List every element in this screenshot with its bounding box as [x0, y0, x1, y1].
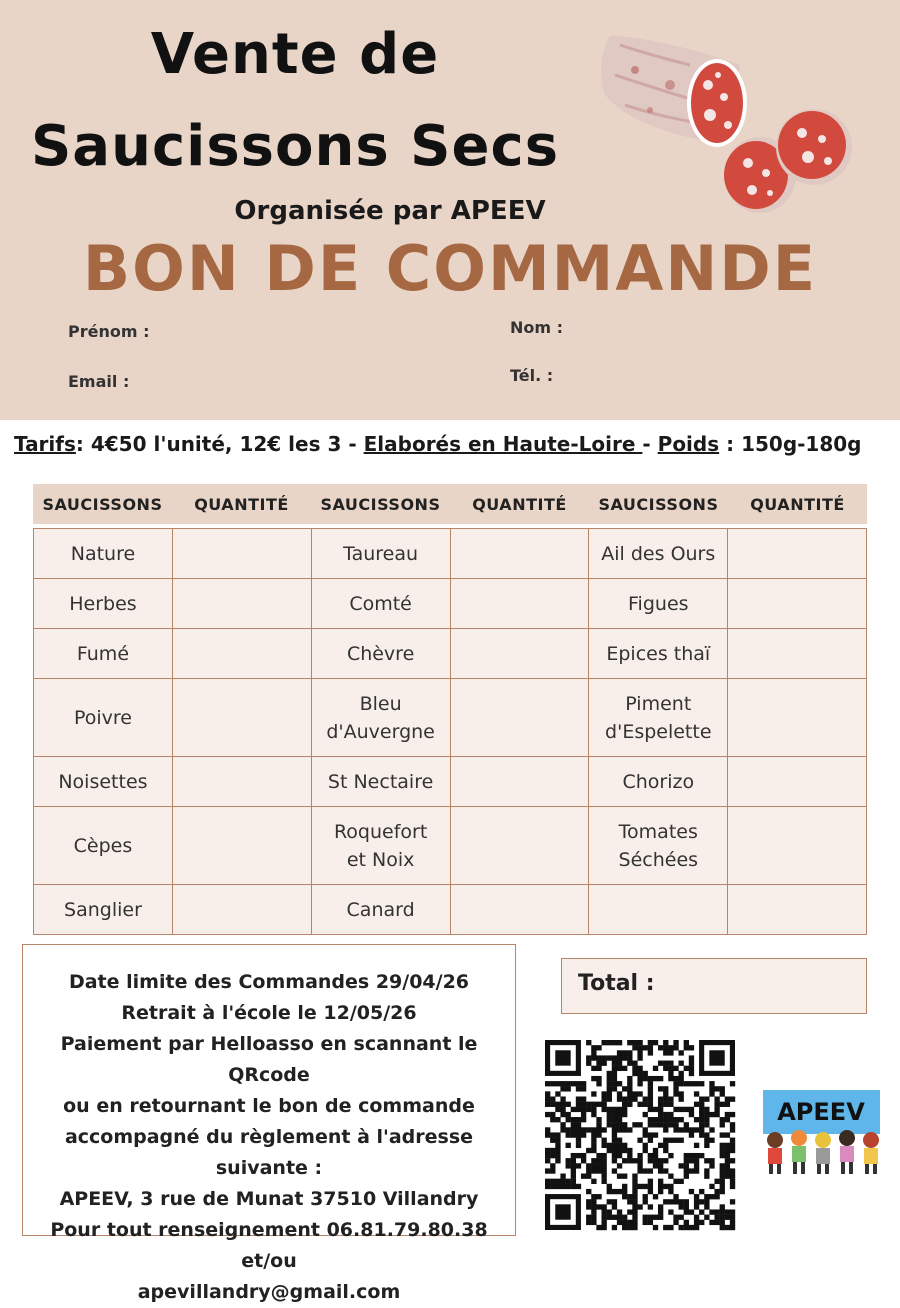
weight-text: : 150g-180g	[719, 432, 862, 456]
saucisson-name-cell	[589, 885, 728, 935]
quantity-cell[interactable]	[172, 579, 311, 629]
info-line: APEEV, 3 rue de Munat 37510 Villandry	[59, 1188, 479, 1210]
quantity-cell[interactable]	[172, 529, 311, 579]
quantity-cell[interactable]	[450, 629, 589, 679]
saucisson-name-cell: Chèvre	[311, 629, 450, 679]
saucisson-name-cell: Poivre	[34, 679, 173, 757]
table-row	[34, 807, 867, 885]
logo-text: APEEV	[777, 1098, 865, 1126]
saucisson-name-cell: Sanglier	[34, 885, 173, 935]
tarifs-price: : 4€50 l'unité, 12€ les 3 -	[75, 432, 364, 456]
saucisson-name-cell: Ail des Ours	[589, 529, 728, 579]
saucisson-name-cell: Figues	[589, 579, 728, 629]
quantity-cell[interactable]	[728, 629, 867, 679]
saucisson-name-cell: Roquefort et Noix	[311, 807, 450, 885]
saucisson-name-cell: Noisettes	[34, 757, 173, 807]
quantity-cell[interactable]	[728, 885, 867, 935]
quantity-cell[interactable]	[450, 679, 589, 757]
quantity-cell[interactable]	[728, 529, 867, 579]
organized-by: Organisée par APEEV	[234, 196, 546, 226]
header-quantite-1: QUANTITÉ	[194, 494, 289, 514]
title-line-1: Vente de	[150, 22, 440, 87]
quantity-cell[interactable]	[450, 529, 589, 579]
info-line: Retrait à l'école le 12/05/26	[121, 1002, 417, 1024]
quantity-cell[interactable]	[450, 757, 589, 807]
table-row	[34, 629, 867, 679]
header-saucissons-3: SAUCISSONS	[598, 494, 719, 514]
info-line: Paiement par Helloasso en scannant le QRcode	[60, 1033, 478, 1086]
saucisson-name-cell: Piment d'Espelette	[589, 679, 728, 757]
quantity-cell[interactable]	[450, 885, 589, 935]
nom-field[interactable]: Nom :	[510, 318, 564, 337]
quantity-cell[interactable]	[728, 757, 867, 807]
info-line: Date limite des Commandes 29/04/26	[68, 971, 470, 993]
quantity-cell[interactable]	[728, 807, 867, 885]
quantity-cell[interactable]	[728, 579, 867, 629]
table-row	[34, 885, 867, 935]
qr-code-icon[interactable]	[545, 1040, 735, 1230]
form-title: BON DE COMMANDE	[82, 232, 818, 305]
info-line: ou en retournant le bon de commande	[63, 1095, 475, 1117]
saucisson-name-cell: Taureau	[311, 529, 450, 579]
saucisson-name-cell: Bleu d'Auvergne	[311, 679, 450, 757]
info-line: apevillandry@gmail.com	[137, 1281, 401, 1303]
table-row	[34, 529, 867, 579]
saucisson-name-cell: Canard	[311, 885, 450, 935]
weight-label: Poids	[657, 432, 720, 456]
tarifs-sep: -	[642, 432, 658, 456]
table-header	[33, 484, 867, 524]
quantity-cell[interactable]	[172, 757, 311, 807]
tarifs-label: Tarifs	[14, 432, 76, 456]
quantity-cell[interactable]	[172, 629, 311, 679]
quantity-cell[interactable]	[172, 885, 311, 935]
tarifs-line	[14, 432, 894, 456]
saucisson-name-cell: Fumé	[34, 629, 173, 679]
quantity-cell[interactable]	[450, 807, 589, 885]
header-saucissons-1: SAUCISSONS	[42, 494, 163, 514]
prenom-field[interactable]: Prénom :	[68, 322, 150, 341]
info-line: accompagné du règlement à l'adresse suivante :	[64, 1126, 474, 1179]
quantity-cell[interactable]	[450, 579, 589, 629]
tel-field[interactable]: Tél. :	[510, 366, 554, 385]
info-line: Pour tout renseignement 06.81.79.80.38 et/ou	[50, 1219, 488, 1272]
quantity-cell[interactable]	[172, 679, 311, 757]
info-box	[22, 944, 516, 1303]
saucisson-name-cell: Epices thaï	[589, 629, 728, 679]
saucisson-name-cell: Herbes	[34, 579, 173, 629]
order-table	[33, 528, 867, 935]
header-saucissons-2: SAUCISSONS	[320, 494, 441, 514]
saucisson-name-cell: Comté	[311, 579, 450, 629]
title-line-2: Saucissons Secs	[30, 114, 560, 179]
sausage-illustration	[590, 25, 860, 225]
saucisson-name-cell: Tomates Séchées	[589, 807, 728, 885]
saucisson-name-cell: St Nectaire	[311, 757, 450, 807]
tarifs-origin: Elaborés en Haute-Loire	[363, 432, 643, 456]
table-row	[34, 579, 867, 629]
saucisson-name-cell: Nature	[34, 529, 173, 579]
quantity-cell[interactable]	[172, 807, 311, 885]
header-quantite-2: QUANTITÉ	[472, 494, 567, 514]
total-label: Total :	[578, 971, 655, 996]
header-banner	[0, 0, 900, 420]
quantity-cell[interactable]	[728, 679, 867, 757]
saucisson-name-cell: Cèpes	[34, 807, 173, 885]
total-field[interactable]	[561, 958, 867, 1014]
saucisson-name-cell: Chorizo	[589, 757, 728, 807]
table-row	[34, 679, 867, 757]
table-row	[34, 757, 867, 807]
email-field[interactable]: Email :	[68, 372, 130, 391]
apeev-logo	[763, 1090, 880, 1180]
header-quantite-3: QUANTITÉ	[750, 494, 845, 514]
